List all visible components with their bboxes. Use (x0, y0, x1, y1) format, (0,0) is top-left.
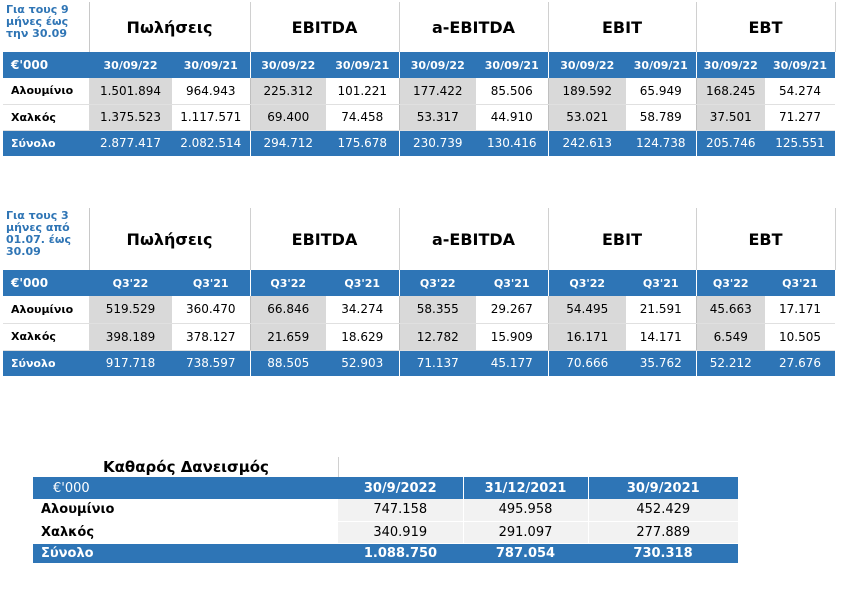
column-header: Q3'22 (399, 270, 476, 296)
table-cell: 58.355 (399, 296, 476, 323)
column-header: Q3'21 (326, 270, 399, 296)
total-cell: 2.082.514 (172, 130, 250, 156)
table-cell: 54.274 (765, 78, 835, 104)
total-label: Σύνολο (3, 350, 89, 376)
table-cell: 15.909 (476, 323, 548, 350)
table-cell: 66.846 (250, 296, 326, 323)
row-label: Αλουμίνιο (33, 499, 338, 521)
q3-results-table (3, 208, 836, 376)
row-label: Χαλκός (3, 104, 89, 130)
table-cell: 291.097 (463, 521, 588, 543)
column-header: 30/09/22 (250, 52, 326, 78)
row-label: Αλουμίνιο (3, 78, 89, 104)
total-cell: 27.676 (765, 350, 835, 376)
group-ebitda: EBITDA (250, 208, 399, 270)
group-a-ebitda: a-EBITDA (399, 2, 548, 52)
table-cell: 189.592 (548, 78, 626, 104)
table-cell: 53.317 (399, 104, 476, 130)
table-cell: 37.501 (696, 104, 765, 130)
total-cell: 70.666 (548, 350, 626, 376)
column-header: 30/9/2021 (588, 477, 738, 499)
column-header: 30/09/21 (326, 52, 399, 78)
group-header-row (3, 2, 835, 52)
column-header: Q3'22 (696, 270, 765, 296)
total-cell: 294.712 (250, 130, 326, 156)
table-cell: 34.274 (326, 296, 399, 323)
table-cell: 54.495 (548, 296, 626, 323)
total-cell: 35.762 (626, 350, 696, 376)
table-row (3, 296, 835, 323)
group-ebt: EBT (696, 208, 835, 270)
table-cell: 747.158 (338, 499, 463, 521)
table-cell: 85.506 (476, 78, 548, 104)
total-cell: 730.318 (588, 543, 738, 563)
table-cell: 452.429 (588, 499, 738, 521)
table-cell: 12.782 (399, 323, 476, 350)
table-row (3, 78, 835, 104)
total-cell: 124.738 (626, 130, 696, 156)
group-ebit: EBIT (548, 208, 696, 270)
column-header: Q3'22 (89, 270, 172, 296)
column-header: 30/9/2022 (338, 477, 463, 499)
total-row (3, 130, 835, 156)
table-cell: 21.659 (250, 323, 326, 350)
table-cell: 495.958 (463, 499, 588, 521)
total-cell: 230.739 (399, 130, 476, 156)
total-cell: 205.746 (696, 130, 765, 156)
table-cell: 69.400 (250, 104, 326, 130)
net-debt-header-row (33, 477, 738, 499)
table-cell: 29.267 (476, 296, 548, 323)
group-sales: Πωλήσεις (89, 2, 250, 52)
row-label: Χαλκός (3, 323, 89, 350)
table-cell: 21.591 (626, 296, 696, 323)
table-cell: 71.277 (765, 104, 835, 130)
subheader-row (3, 52, 835, 78)
table-cell: 360.470 (172, 296, 250, 323)
column-header: 30/09/21 (765, 52, 835, 78)
table-row (3, 323, 835, 350)
group-ebt: EBT (696, 2, 835, 52)
column-header: 31/12/2021 (463, 477, 588, 499)
table-cell: 16.171 (548, 323, 626, 350)
table-cell: 45.663 (696, 296, 765, 323)
table-cell: 17.171 (765, 296, 835, 323)
group-ebit: EBIT (548, 2, 696, 52)
table-cell: 398.189 (89, 323, 172, 350)
total-cell: 738.597 (172, 350, 250, 376)
unit-label: €'000 (3, 52, 89, 78)
group-a-ebitda: a-EBITDA (399, 208, 548, 270)
table-cell: 53.021 (548, 104, 626, 130)
period-caption: Για τους 3 μήνες από 01.07. έως 30.09 (3, 208, 89, 270)
group-sales: Πωλήσεις (89, 208, 250, 270)
unit-label: €'000 (3, 270, 89, 296)
column-header: Q3'21 (626, 270, 696, 296)
net-debt-table (33, 457, 738, 563)
table-cell: 6.549 (696, 323, 765, 350)
table-cell: 340.919 (338, 521, 463, 543)
column-header: 30/09/22 (399, 52, 476, 78)
nine-month-results-table (3, 2, 836, 156)
table-row (3, 104, 835, 130)
table-cell: 10.505 (765, 323, 835, 350)
total-cell: 88.505 (250, 350, 326, 376)
total-cell: 1.088.750 (338, 543, 463, 563)
column-header: Q3'21 (476, 270, 548, 296)
table-cell: 1.501.894 (89, 78, 172, 104)
column-header: Q3'22 (548, 270, 626, 296)
group-ebitda: EBITDA (250, 2, 399, 52)
table-cell: 74.458 (326, 104, 399, 130)
column-header: 30/09/21 (476, 52, 548, 78)
table-cell: 378.127 (172, 323, 250, 350)
total-cell: 52.903 (326, 350, 399, 376)
unit-label: €'000 (33, 477, 338, 499)
table-cell: 964.943 (172, 78, 250, 104)
total-label: Σύνολο (3, 130, 89, 156)
table-cell: 168.245 (696, 78, 765, 104)
net-debt-title-row (33, 457, 738, 477)
row-label: Χαλκός (33, 521, 338, 543)
table-cell: 1.117.571 (172, 104, 250, 130)
table-cell: 519.529 (89, 296, 172, 323)
column-header: Q3'21 (172, 270, 250, 296)
column-header: Q3'21 (765, 270, 835, 296)
table-cell: 44.910 (476, 104, 548, 130)
row-label: Αλουμίνιο (3, 296, 89, 323)
table-cell: 225.312 (250, 78, 326, 104)
table-cell: 1.375.523 (89, 104, 172, 130)
total-cell: 45.177 (476, 350, 548, 376)
table-cell: 101.221 (326, 78, 399, 104)
column-header: 30/09/21 (172, 52, 250, 78)
total-cell: 52.212 (696, 350, 765, 376)
net-debt-title: Καθαρός Δανεισμός (33, 457, 338, 477)
total-cell: 130.416 (476, 130, 548, 156)
column-header: 30/09/21 (626, 52, 696, 78)
total-row (33, 543, 738, 563)
table-row (33, 499, 738, 521)
period-caption: Για τους 9 μήνες έως την 30.09 (3, 2, 89, 52)
total-row (3, 350, 835, 376)
table-cell: 58.789 (626, 104, 696, 130)
total-cell: 917.718 (89, 350, 172, 376)
table-cell: 14.171 (626, 323, 696, 350)
table-row (33, 521, 738, 543)
column-header: 30/09/22 (548, 52, 626, 78)
column-header: 30/09/22 (696, 52, 765, 78)
total-label: Σύνολο (33, 543, 338, 563)
column-header: Q3'22 (250, 270, 326, 296)
total-cell: 125.551 (765, 130, 835, 156)
title-spacer (338, 457, 738, 477)
table-cell: 177.422 (399, 78, 476, 104)
total-cell: 242.613 (548, 130, 626, 156)
table-cell: 18.629 (326, 323, 399, 350)
table-cell: 65.949 (626, 78, 696, 104)
total-cell: 175.678 (326, 130, 399, 156)
group-header-row (3, 208, 835, 270)
subheader-row (3, 270, 835, 296)
total-cell: 2.877.417 (89, 130, 172, 156)
column-header: 30/09/22 (89, 52, 172, 78)
total-cell: 71.137 (399, 350, 476, 376)
table-cell: 277.889 (588, 521, 738, 543)
total-cell: 787.054 (463, 543, 588, 563)
